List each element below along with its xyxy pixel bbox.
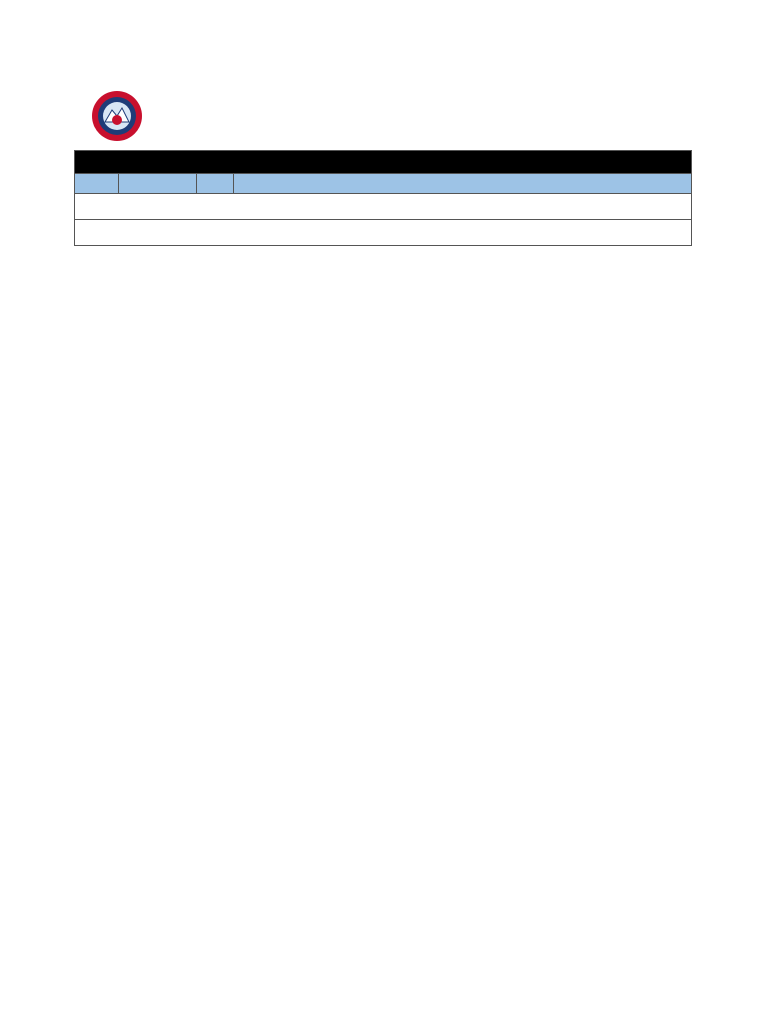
academic-calendar-table xyxy=(74,150,692,246)
column-header-actividades xyxy=(234,174,692,194)
column-header-dias xyxy=(197,174,234,194)
complexive-exam-note xyxy=(75,220,692,246)
istr-logo-icon xyxy=(91,90,143,142)
period-banner xyxy=(75,151,692,174)
qr-code-icon xyxy=(311,864,357,910)
column-header-fecha xyxy=(119,174,197,194)
graduation-ceremony-note xyxy=(75,194,692,220)
column-header-no xyxy=(75,174,119,194)
